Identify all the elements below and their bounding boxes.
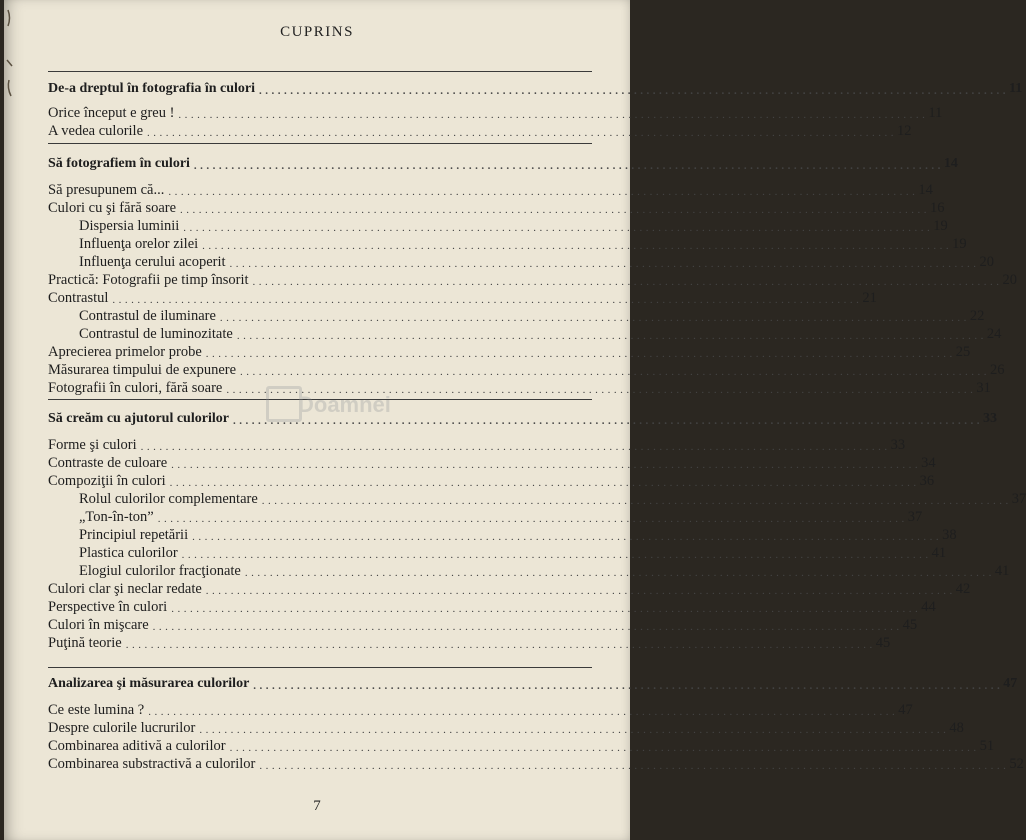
toc-entry xyxy=(48,271,1018,289)
toc-entry xyxy=(48,562,1010,580)
toc-entry-title: Să creăm cu ajutorul culorilor xyxy=(48,411,229,426)
dot-leader: ........................................................................................................................ xyxy=(183,222,934,234)
toc-entry-title: Aprecierea primelor probe xyxy=(48,344,202,360)
toc-page-number: 34 xyxy=(921,455,936,471)
toc-page-number: 44 xyxy=(921,599,936,615)
toc-entry-title: Să presupunem că... xyxy=(48,182,165,198)
dot-leader: ........................................................................................................................ xyxy=(259,85,1010,97)
toc-entry xyxy=(48,199,945,217)
toc-entry-title: Plastica culorilor xyxy=(79,545,178,561)
toc-entry-title: Contrastul xyxy=(48,290,109,306)
dot-leader: ........................................................................................................................ xyxy=(147,127,898,139)
toc-entry-title: Analizarea şi măsurarea culorilor xyxy=(48,676,250,691)
toc-entry xyxy=(48,737,995,755)
toc-entry-title: Combinarea substractivă a culorilor xyxy=(48,756,256,772)
dot-leader: ........................................................................................................................ xyxy=(219,312,970,324)
toc-entry xyxy=(48,544,947,562)
toc-entry xyxy=(48,361,1005,379)
toc-entry xyxy=(48,508,923,526)
dot-leader: ........................................................................................................................ xyxy=(168,186,919,198)
dot-leader: ........................................................................................................................ xyxy=(253,680,1004,692)
dot-leader: ........................................................................................................................ xyxy=(157,513,908,525)
toc-entry-title: Fotografii în culori, fără soare xyxy=(48,380,223,396)
toc-page-number: 48 xyxy=(949,720,964,736)
toc-entry-title: Orice început e greu ! xyxy=(48,105,175,121)
toc-page-number: 19 xyxy=(952,236,967,252)
dot-leader: ........................................................................................................................ xyxy=(205,585,956,597)
toc-entry-title: Despre culorile lucrurilor xyxy=(48,720,196,736)
toc-entry xyxy=(48,253,995,271)
dot-leader: ........................................................................................................................ xyxy=(244,567,995,579)
toc-page-number: 37 xyxy=(907,509,923,525)
toc-page-number: 24 xyxy=(986,326,1002,342)
toc-entry-title: Contrastul de iluminare xyxy=(79,308,216,324)
dot-leader: ........................................................................................................................ xyxy=(148,706,899,718)
toc-entry xyxy=(48,181,933,199)
toc-page-number: 37 xyxy=(1011,491,1026,507)
dot-leader: ........................................................................................................................ xyxy=(202,240,953,252)
toc-page-number: 14 xyxy=(918,182,933,198)
toc-entry-title: Influenţa cerului acoperit xyxy=(79,254,226,270)
section-divider xyxy=(48,143,592,144)
toc-page-number: 42 xyxy=(955,581,971,597)
toc-entry xyxy=(48,122,912,140)
toc-page-number: 33 xyxy=(890,437,906,453)
dot-leader: ........................................................................................................................ xyxy=(199,724,950,736)
dot-leader: ........................................................................................................................ xyxy=(259,760,1010,772)
dot-leader: ........................................................................................................................ xyxy=(240,366,991,378)
toc-entry-title: Perspective în culori xyxy=(48,599,168,615)
toc-page-number: 11 xyxy=(928,105,943,121)
toc-entry-title: Ce este lumina ? xyxy=(48,702,145,718)
toc-entry-title: Să fotografiem în culori xyxy=(48,156,190,171)
toc-page-number: 33 xyxy=(982,411,997,426)
toc-entry-title: Forme şi culori xyxy=(48,437,137,453)
toc-entry-title: Puţină teorie xyxy=(48,635,122,651)
toc-page-number: 16 xyxy=(930,200,945,216)
toc-entry xyxy=(48,719,964,737)
section-divider xyxy=(48,667,592,668)
toc-page-number: 47 xyxy=(898,702,913,718)
toc-section-heading xyxy=(48,675,1018,693)
dot-leader: ........................................................................................................................ xyxy=(125,639,876,651)
toc-entry-title: Elogiul culorilor fracţionate xyxy=(79,563,241,579)
toc-entry xyxy=(48,580,971,598)
dot-leader: ........................................................................................................................ xyxy=(205,348,956,360)
dot-leader: ........................................................................................................................ xyxy=(229,258,980,270)
book-page xyxy=(4,0,1026,840)
watermark xyxy=(266,378,416,440)
toc-entry-title: Combinarea aditivă a culorilor xyxy=(48,738,226,754)
toc-entry-title: Contraste de culoare xyxy=(48,455,168,471)
toc-page-number: 14 xyxy=(943,156,958,171)
toc-entry xyxy=(48,490,1026,508)
toc-entry-title: A vedea culorile xyxy=(48,123,144,139)
toc-entry-title: Influenţa orelor zilei xyxy=(79,236,199,252)
dot-leader: ........................................................................................................................ xyxy=(236,330,987,342)
toc-page-number: 25 xyxy=(955,344,971,360)
toc-entry xyxy=(48,755,1024,773)
toc-entry-title: „Ton-în-ton” xyxy=(79,509,154,525)
toc-page-number: 26 xyxy=(990,362,1005,378)
toc-entry xyxy=(48,289,877,307)
toc-page-number: 41 xyxy=(931,545,947,561)
toc-entry xyxy=(48,472,935,490)
toc-entry-title: Compoziţii în culori xyxy=(48,473,166,489)
toc-entry-title: Principiul repetării xyxy=(79,527,189,543)
dot-leader: ........................................................................................................................ xyxy=(180,204,931,216)
watermark-text: Doamnei xyxy=(298,392,391,417)
dot-leader: ........................................................................................................................ xyxy=(193,160,944,172)
dot-leader: ........................................................................................................................ xyxy=(192,531,943,543)
toc-page-number: 20 xyxy=(1002,272,1018,288)
toc-entry xyxy=(48,634,891,652)
toc-entry-title: Dispersia luminii xyxy=(79,218,180,234)
dot-leader: ........................................................................................................................ xyxy=(171,459,922,471)
toc-entry xyxy=(48,235,967,253)
dot-leader: ........................................................................................................................ xyxy=(261,495,1012,507)
toc-entry-title: Contrastul de luminozitate xyxy=(79,326,233,342)
toc-section-heading xyxy=(48,155,958,173)
dot-leader: ........................................................................................................................ xyxy=(112,294,863,306)
toc-page-number: 51 xyxy=(979,738,995,754)
toc-page-number: 41 xyxy=(994,563,1010,579)
dot-leader: ........................................................................................................................ xyxy=(252,276,1003,288)
toc-entry xyxy=(48,616,918,634)
toc-page-number: 12 xyxy=(897,123,912,139)
toc-section-heading xyxy=(48,80,1023,98)
toc-entry-title: Rolul culorilor complementare xyxy=(79,491,258,507)
toc-entry xyxy=(48,343,971,361)
dot-leader: ........................................................................................................................ xyxy=(229,742,980,754)
toc-entry-title: Culori în mişcare xyxy=(48,617,149,633)
toc-entry-title: Culori clar şi neclar redate xyxy=(48,581,202,597)
section-divider xyxy=(48,71,592,72)
toc-entry xyxy=(48,701,913,719)
margin-ink-marks xyxy=(4,0,20,140)
dot-leader: ........................................................................................................................ xyxy=(171,603,922,615)
toc-page-number: 36 xyxy=(919,473,935,489)
toc-entry xyxy=(48,598,936,616)
dot-leader: ........................................................................................................................ xyxy=(178,109,929,121)
toc-page-number: 38 xyxy=(942,527,957,543)
dot-leader: ........................................................................................................................ xyxy=(152,621,903,633)
dot-leader: ........................................................................................................................ xyxy=(140,441,891,453)
toc-entry-title: Practică: Fotografii pe timp însorit xyxy=(48,272,249,288)
page-title: CUPRINS xyxy=(280,24,354,40)
books-stack-icon xyxy=(266,386,302,422)
toc-page-number: 20 xyxy=(979,254,995,270)
toc-page-number: 21 xyxy=(862,290,877,306)
toc-entry-title: Culori cu şi fără soare xyxy=(48,200,177,216)
toc-page-number: 31 xyxy=(976,380,991,396)
toc-entry xyxy=(48,454,936,472)
page-number: 7 xyxy=(313,798,321,814)
toc-page-number: 52 xyxy=(1009,756,1024,772)
toc-entry xyxy=(48,307,985,325)
toc-page-number: 45 xyxy=(902,617,918,633)
toc-entry xyxy=(48,217,948,235)
toc-page-number: 22 xyxy=(969,308,985,324)
toc-entry-title: Măsurarea timpului de expunere xyxy=(48,362,237,378)
dot-leader: ........................................................................................................................ xyxy=(232,415,983,427)
toc-page-number: 45 xyxy=(875,635,891,651)
toc-entry xyxy=(48,104,943,122)
toc-entry xyxy=(48,526,957,544)
toc-page-number: 47 xyxy=(1003,676,1018,691)
toc-entry-title: De-a dreptul în fotografia în culori xyxy=(48,81,256,96)
dot-leader: ........................................................................................................................ xyxy=(181,549,932,561)
toc-page-number: 11 xyxy=(1009,81,1023,96)
dot-leader: ........................................................................................................................ xyxy=(226,384,977,396)
toc-page-number: 19 xyxy=(933,218,948,234)
dot-leader: ........................................................................................................................ xyxy=(169,477,920,489)
toc-entry xyxy=(48,325,1002,343)
